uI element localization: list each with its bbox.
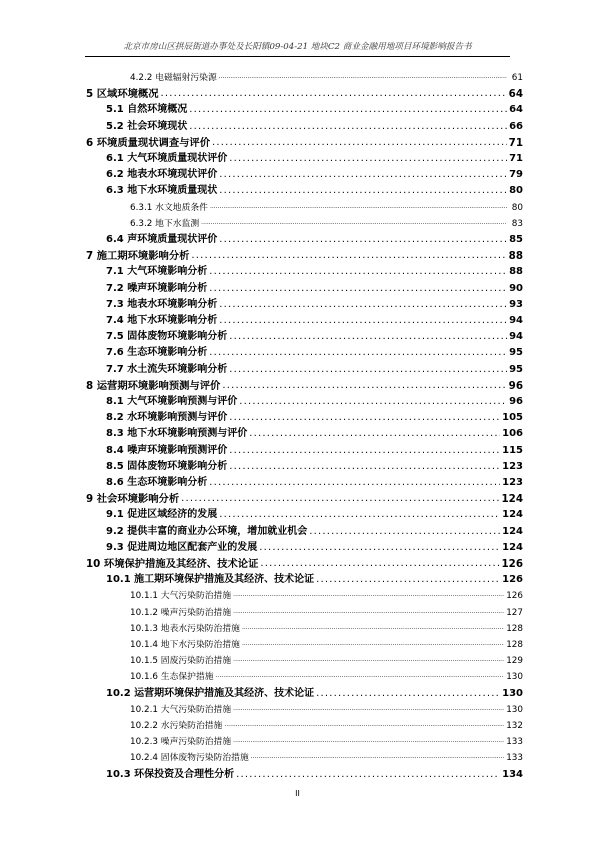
running-header: 北京市房山区拱辰街道办事处及长阳镇09-04-21 地块C2 商业金融用地项目环境影响报告书 — [123, 42, 472, 52]
toc-entry[interactable] — [86, 298, 523, 312]
toc-entry[interactable] — [86, 687, 523, 701]
toc-dot-leader — [209, 282, 507, 296]
toc-entry-title: 10.1.2 噪声污染防治措施 — [130, 607, 232, 618]
toc-entry[interactable] — [86, 444, 523, 458]
toc-entry-title: 7 施工期环境影响分析 — [86, 250, 190, 263]
toc-entry-title: 4.2.2 电磁辐射污染源 — [130, 73, 217, 83]
toc-entry-page-number: 79 — [509, 169, 523, 181]
toc-entry-page-number: 90 — [509, 282, 523, 294]
toc-entry-title: 10.2.4 固体废物污染防治措施 — [130, 753, 249, 764]
toc-entry[interactable] — [86, 508, 523, 522]
toc-entry-title: 8.2 水环境影响预测与评价 — [106, 412, 228, 424]
toc-dot-leader — [229, 460, 500, 474]
toc-entry-title: 9.3 促进周边地区配套产业的发展 — [106, 541, 258, 553]
toc-dot-leader — [229, 363, 507, 377]
toc-entry-title: 10.1.1 大气污染防治措施 — [130, 591, 232, 602]
toc-entry[interactable] — [86, 379, 523, 393]
toc-entry-page-number: 123 — [502, 477, 523, 488]
toc-entry-page-number: 128 — [506, 623, 523, 634]
toc-dot-leader — [309, 525, 500, 539]
toc-entry-title: 9 社会环境影响分析 — [86, 493, 180, 506]
toc-entry[interactable] — [86, 427, 523, 441]
page-number: II — [295, 789, 300, 798]
toc-entry-page-number: 124 — [501, 493, 523, 506]
toc-entry-page-number: 133 — [506, 737, 523, 748]
toc-entry-page-number: 95 — [509, 347, 523, 359]
toc-dot-leader — [201, 216, 507, 230]
toc-entry-title: 10 环境保护措施及其经济、技术论证 — [86, 558, 259, 570]
toc-entry-page-number: 66 — [509, 120, 523, 132]
toc-entry-title: 8 运营期环境影响预测与评价 — [86, 379, 221, 392]
toc-dot-leader — [260, 557, 499, 571]
toc-dot-leader — [219, 508, 500, 522]
toc-entry[interactable] — [86, 71, 523, 85]
toc-entry-page-number: 130 — [506, 704, 523, 715]
toc-dot-leader — [189, 103, 507, 117]
toc-dot-leader — [229, 330, 507, 344]
toc-entry-page-number: 85 — [509, 234, 523, 245]
toc-entry[interactable] — [86, 346, 523, 360]
toc-entry[interactable] — [86, 573, 523, 587]
toc-entry[interactable] — [86, 282, 523, 296]
toc-entry[interactable] — [86, 136, 523, 150]
toc-entry[interactable] — [86, 168, 523, 182]
toc-entry-page-number: 95 — [509, 363, 523, 375]
toc-entry-page-number: 124 — [502, 509, 523, 521]
toc-entry-page-number: 130 — [506, 672, 523, 683]
toc-entry-page-number: 127 — [506, 607, 523, 618]
toc-dot-leader — [239, 395, 507, 409]
toc-dot-leader — [189, 120, 507, 134]
toc-entry[interactable] — [86, 233, 523, 247]
toc-dot-leader — [316, 687, 500, 701]
toc-entry[interactable] — [86, 557, 523, 571]
toc-entry[interactable] — [86, 87, 523, 101]
toc-dot-leader — [236, 768, 500, 782]
toc-entry-page-number: 83 — [511, 218, 523, 229]
toc-entry-title: 6.3 地下水环境质量现状 — [106, 185, 218, 197]
toc-dot-leader — [259, 541, 500, 555]
toc-dot-leader — [222, 379, 506, 393]
toc-entry-title: 6.4 声环境质量现状评价 — [106, 234, 218, 245]
toc-dot-leader — [249, 427, 500, 441]
toc-dot-leader — [233, 734, 504, 748]
toc-dot-leader — [242, 637, 504, 651]
toc-entry-title: 6.3.1 水文地质条件 — [130, 202, 208, 213]
toc-entry-page-number: 115 — [502, 444, 523, 456]
toc-entry-page-number: 71 — [508, 136, 523, 149]
toc-entry-title: 9.2 提供丰富的商业办公环境，增加就业机会 — [106, 525, 308, 537]
toc-dot-leader — [209, 265, 507, 279]
toc-entry-title: 7.2 噪声环境影响分析 — [106, 282, 208, 294]
toc-entry-title: 9.1 促进区域经济的发展 — [106, 509, 218, 521]
toc-entry[interactable] — [86, 103, 523, 117]
toc-entry-page-number: 93 — [509, 298, 523, 310]
toc-entry-page-number: 106 — [502, 428, 523, 440]
toc-entry-page-number: 94 — [509, 331, 523, 343]
toc-dot-leader — [229, 444, 500, 458]
toc-entry-title: 10.2.1 大气污染防治措施 — [130, 704, 232, 715]
toc-entry[interactable] — [86, 589, 523, 603]
toc-entry[interactable] — [86, 525, 523, 539]
toc-entry[interactable] — [86, 395, 523, 409]
toc-entry-page-number: 88 — [508, 250, 523, 263]
toc-entry-title: 10.2.2 水污染防治措施 — [130, 721, 223, 731]
toc-entry-page-number: 123 — [502, 460, 523, 472]
toc-entry-title: 10.1.6 生态保护措施 — [130, 672, 214, 683]
toc-entry-title: 10.2.3 噪声污染防治措施 — [130, 737, 232, 748]
toc-entry[interactable] — [86, 768, 523, 782]
toc-dot-leader — [233, 653, 504, 667]
toc-entry-page-number: 128 — [506, 640, 523, 650]
header-rule — [85, 56, 510, 57]
toc-entry-title: 10.1.3 地表水污染防治措施 — [130, 623, 240, 634]
toc-entry[interactable] — [86, 217, 523, 231]
toc-entry-page-number: 96 — [508, 379, 523, 392]
toc-dot-leader — [219, 298, 507, 312]
toc-entry[interactable] — [86, 492, 523, 506]
toc-entry-page-number: 64 — [509, 104, 523, 116]
toc-entry-title: 6.1 大气环境质量现状评价 — [106, 153, 228, 164]
toc-dot-leader — [210, 200, 507, 214]
toc-entry[interactable] — [86, 201, 523, 215]
toc-entry-title: 8.6 生态环境影响分析 — [106, 477, 208, 488]
toc-entry-title: 7.3 地表水环境影响分析 — [106, 298, 218, 310]
toc-entry[interactable] — [86, 735, 523, 749]
toc-entry-title: 6 环境质量现状调查与评价 — [86, 136, 211, 149]
toc-dot-leader — [251, 750, 504, 764]
toc-entry[interactable] — [86, 152, 523, 166]
toc-entry-page-number: 126 — [501, 558, 523, 570]
toc-dot-leader — [181, 492, 499, 506]
toc-entry[interactable] — [86, 719, 523, 733]
toc-entry-title: 5 区域环境概况 — [86, 88, 159, 101]
toc-dot-leader — [161, 87, 507, 101]
toc-dot-leader — [233, 588, 504, 602]
toc-dot-leader — [209, 476, 500, 490]
toc-entry-page-number: 124 — [502, 541, 523, 553]
toc-entry-page-number: 129 — [506, 656, 523, 667]
toc-entry-title: 5.2 社会环境现状 — [106, 120, 188, 132]
toc-entry-page-number: 134 — [502, 768, 523, 780]
toc-entry-title: 7.7 水土流失环境影响分析 — [106, 363, 228, 375]
toc-entry[interactable] — [86, 265, 523, 279]
toc-entry-title: 10.1.5 固废污染防治措施 — [130, 656, 232, 667]
toc-dot-leader — [233, 702, 504, 716]
toc-entry-page-number: 133 — [506, 753, 523, 764]
toc-entry[interactable] — [86, 120, 523, 134]
toc-entry[interactable] — [86, 330, 523, 344]
toc-dot-leader — [242, 621, 504, 635]
toc-entry-page-number: 64 — [508, 88, 523, 101]
toc-entry-page-number: 71 — [509, 153, 523, 164]
toc-dot-leader — [224, 718, 504, 732]
toc-entry-page-number: 61 — [511, 73, 523, 83]
toc-dot-leader — [191, 249, 506, 263]
toc-entry-page-number: 94 — [509, 315, 523, 326]
toc-entry-page-number: 80 — [509, 185, 523, 197]
toc-entry-title: 10.3 环保投资及合理性分析 — [106, 768, 235, 780]
toc-entry-page-number: 130 — [502, 687, 523, 699]
toc-entry-title: 7.6 生态环境影响分析 — [106, 347, 208, 359]
toc-dot-leader — [212, 136, 507, 150]
toc-entry[interactable] — [86, 476, 523, 490]
toc-entry-page-number: 124 — [502, 525, 523, 537]
toc-entry-page-number: 105 — [502, 412, 523, 424]
toc-entry[interactable] — [86, 638, 523, 652]
toc-entry[interactable] — [86, 622, 523, 636]
toc-entry-title: 10.1.4 地下水污染防治措施 — [130, 640, 240, 650]
toc-entry[interactable] — [86, 703, 523, 717]
toc-entry[interactable] — [86, 751, 523, 765]
toc-entry[interactable] — [86, 363, 523, 377]
toc-dot-leader — [219, 314, 507, 328]
toc-entry[interactable] — [86, 670, 523, 684]
toc-entry[interactable] — [86, 184, 523, 198]
toc-dot-leader — [219, 70, 507, 84]
toc-dot-leader — [229, 411, 500, 425]
toc-dot-leader — [229, 152, 507, 166]
toc-entry[interactable] — [86, 460, 523, 474]
toc-entry-title: 5.1 自然环境概况 — [106, 104, 188, 116]
toc-entry-title: 6.2 地表水环境现状评价 — [106, 169, 218, 181]
toc-dot-leader — [233, 605, 504, 619]
toc-entry-page-number: 126 — [502, 574, 523, 586]
toc-entry-title: 7.4 地下水环境影响分析 — [106, 315, 218, 326]
toc-entry[interactable] — [86, 606, 523, 620]
toc-entry[interactable] — [86, 541, 523, 555]
toc-entry-title: 6.3.2 地下水监测 — [130, 218, 200, 229]
toc-entry-title: 7.1 大气环境影响分析 — [106, 266, 208, 278]
toc-entry-page-number: 132 — [506, 721, 523, 731]
toc-entry-title: 8.4 噪声环境影响预测评价 — [106, 444, 228, 456]
toc-entry[interactable] — [86, 249, 523, 263]
toc-entry-title: 7.5 固体废物环境影响分析 — [106, 331, 228, 343]
toc-dot-leader — [209, 346, 507, 360]
toc-entry-page-number: 96 — [509, 396, 523, 407]
toc-entry-title: 10.1 施工期环境保护措施及其经济、技术论证 — [106, 574, 315, 586]
toc-dot-leader — [316, 573, 500, 587]
toc-entry[interactable] — [86, 411, 523, 425]
toc-entry-page-number: 126 — [506, 591, 523, 602]
toc-entry-page-number: 88 — [509, 266, 523, 278]
toc-entry-page-number: 80 — [511, 202, 523, 213]
toc-dot-leader — [219, 168, 507, 182]
toc-dot-leader — [216, 669, 505, 683]
toc-entry-title: 8.5 固体废物环境影响分析 — [106, 460, 228, 472]
toc-entry-title: 8.1 大气环境影响预测与评价 — [106, 396, 238, 407]
toc-entry[interactable] — [86, 654, 523, 668]
toc-entry[interactable] — [86, 314, 523, 328]
toc-entry-title: 8.3 地下水环境影响预测与评价 — [106, 428, 248, 440]
toc-entry-title: 10.2 运营期环境保护措施及其经济、技术论证 — [106, 687, 315, 699]
toc-dot-leader — [219, 233, 507, 247]
toc-dot-leader — [219, 184, 507, 198]
